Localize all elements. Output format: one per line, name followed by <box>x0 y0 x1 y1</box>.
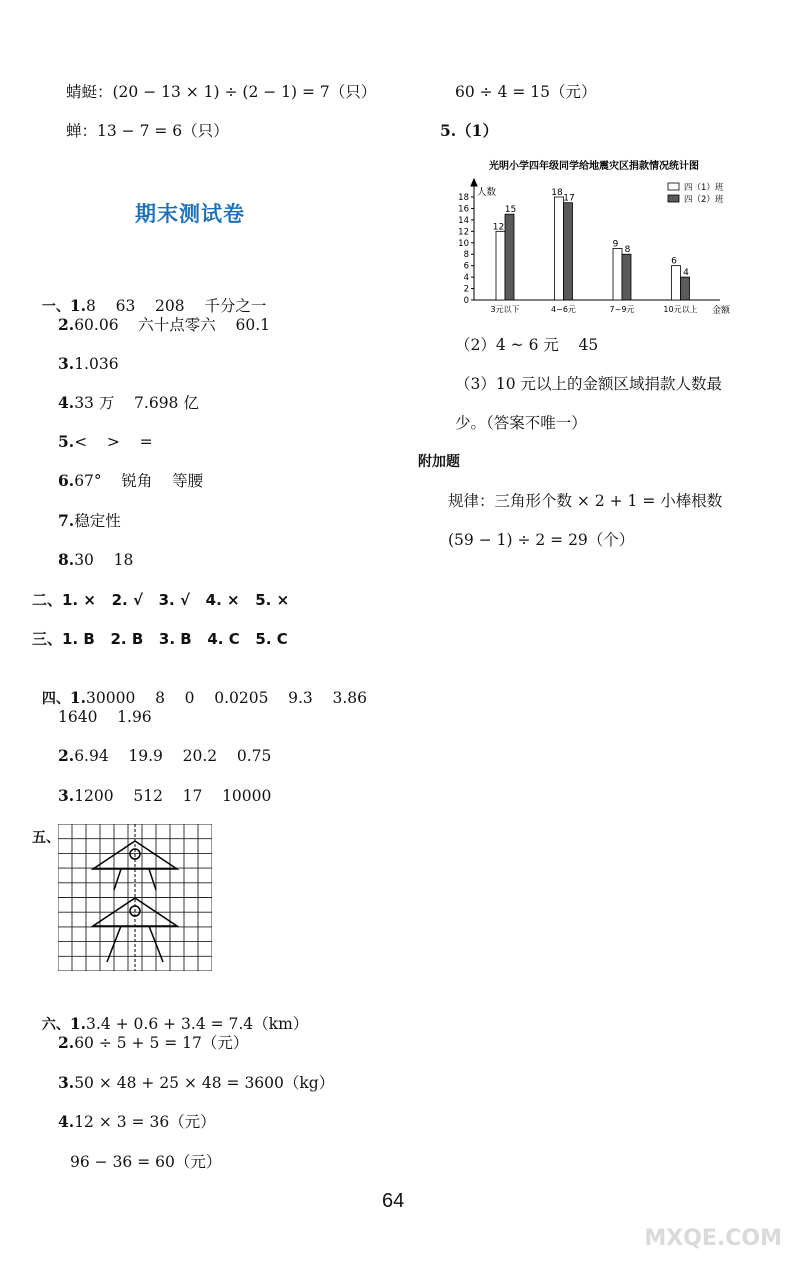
bar <box>613 249 622 301</box>
answer-text: 33 万 7.698 亿 <box>74 394 199 412</box>
answer-text: 60.06 六十点零六 60.1 <box>74 316 270 334</box>
bar <box>564 203 573 300</box>
bar-value-label: 9 <box>612 239 619 250</box>
q-number: 7. <box>58 511 75 530</box>
section-2-answers: 二、1. × 2. √ 3. √ 4. × 5. × <box>32 591 290 609</box>
bar <box>681 277 690 300</box>
y-tick-label: 10 <box>458 238 469 249</box>
bar-value-label: 6 <box>671 256 677 267</box>
y-tick-label: 8 <box>463 250 469 261</box>
y-tick-label: 2 <box>463 284 469 295</box>
x-category-label: 4~6元 <box>551 305 576 314</box>
section-6-q4 <box>58 1112 216 1132</box>
section-1-q8 <box>58 550 133 570</box>
page-number: 64 <box>382 1190 405 1212</box>
section-4-q1 <box>32 668 367 709</box>
y-tick-label: 14 <box>458 215 469 226</box>
section-1-q6 <box>58 471 203 491</box>
q-number: 6. <box>58 471 75 490</box>
q-number: 4. <box>58 393 75 412</box>
q-number: 2. <box>58 315 75 334</box>
chart-legend <box>668 182 724 205</box>
bar <box>622 254 631 300</box>
bar <box>555 197 564 300</box>
bar-value-label: 15 <box>504 205 517 216</box>
section-3-answers: 三、1. B 2. B 3. B 4. C 5. C <box>32 630 288 648</box>
q-number: 2. <box>58 746 75 765</box>
answer-text: 30 18 <box>74 551 134 569</box>
legend-label: 四（2）班 <box>684 195 724 205</box>
y-tick-label: 4 <box>463 273 469 284</box>
donation-bar-chart <box>446 152 746 324</box>
y-tick-label: 6 <box>463 261 469 272</box>
bar-value-label: 4 <box>683 268 689 279</box>
q5-part2: （2）4 ~ 6 元 45 <box>455 336 599 354</box>
answer-text: 12 × 3 = 36（元） <box>74 1113 216 1131</box>
section-6-q3 <box>58 1073 334 1093</box>
section-1-q2 <box>58 315 270 335</box>
answer-text: 50 × 48 + 25 × 48 = 3600（kg） <box>74 1074 335 1092</box>
q5-label: 5.（1） <box>440 121 498 140</box>
section-4-q3 <box>58 786 271 806</box>
section-1-q3 <box>58 354 119 374</box>
answer-text: 6.94 19.9 20.2 0.75 <box>74 747 272 765</box>
q-number: 3. <box>58 1073 75 1092</box>
bar-value-label: 12 <box>492 222 505 233</box>
q-number: 1. <box>69 296 87 315</box>
section-1-label: 一、 <box>41 299 70 315</box>
section-6-label: 六、 <box>41 1017 70 1033</box>
q-number: 3. <box>58 354 75 373</box>
bar-value-label: 17 <box>563 193 575 204</box>
q-number: 4. <box>58 1112 75 1131</box>
section-1-q7 <box>58 511 121 531</box>
bar-value-label: 18 <box>551 188 563 198</box>
answer-text: < > = <box>74 433 153 451</box>
answer-text: 60 ÷ 5 + 5 = 17（元） <box>74 1034 249 1052</box>
bar <box>496 231 505 300</box>
x-axis-label: 金额 <box>712 306 731 316</box>
extra-answer: (59 − 1) ÷ 2 = 29（个） <box>448 531 635 549</box>
symmetry-grid-figure <box>58 824 212 971</box>
legend-label: 四（1）班 <box>684 183 724 193</box>
bar-value-label: 8 <box>624 245 631 256</box>
y-tick-label: 18 <box>458 193 469 203</box>
q-number: 3. <box>58 786 75 805</box>
section-4-label: 四、 <box>41 691 70 707</box>
section-4-q2 <box>58 746 271 766</box>
y-axis-arrow <box>471 179 477 186</box>
answer-text: 30000 8 0 0.0205 9.3 3.86 <box>86 689 368 707</box>
section-1-q5 <box>58 432 153 452</box>
section-1-q1 <box>32 276 266 317</box>
page-title: 期末测试卷 <box>135 202 245 226</box>
extra-rule: 规律：三角形个数 × 2 + 1 = 小棒根数 <box>448 492 723 510</box>
right-equation: 60 ÷ 4 = 15（元） <box>455 83 597 101</box>
answer-text: 1.036 <box>74 355 119 373</box>
x-category-label: 7~9元 <box>609 305 635 314</box>
y-axis-label: 人数 <box>477 187 497 198</box>
q-number: 1. <box>69 688 87 707</box>
bar <box>672 266 681 300</box>
answer-text: 1200 512 17 10000 <box>74 787 272 805</box>
y-tick-label: 16 <box>458 204 469 215</box>
legend-swatch <box>668 195 679 202</box>
chart-title: 光明小学四年级同学给地震灾区捐款情况统计图 <box>489 161 699 172</box>
watermark-logo: MXQE.COM <box>644 1226 782 1251</box>
q-number: 5. <box>58 432 75 451</box>
section-6-q1 <box>32 994 308 1035</box>
section-6-q4-cont: 96 − 36 = 60（元） <box>70 1153 222 1171</box>
q-number: 1. <box>69 1014 87 1033</box>
cicada-equation: 蝉：13 − 7 = 6（只） <box>66 122 229 140</box>
y-tick-label: 12 <box>458 227 469 238</box>
x-category-label: 10元以上 <box>663 305 698 314</box>
x-category-label: 3元以下 <box>490 305 520 314</box>
answer-text: 3.4 + 0.6 + 3.4 = 7.4（km） <box>86 1015 309 1033</box>
section-5-label: 五、 <box>32 830 60 846</box>
section-1-q4 <box>58 393 199 413</box>
legend-swatch <box>668 183 679 190</box>
extra-question-label: 附加题 <box>418 454 460 470</box>
q5-part3-line1: （3）10 元以上的金额区域捐款人数最 <box>455 375 723 393</box>
q5-part3-line2: 少。（答案不唯一） <box>455 414 587 432</box>
answer-text: 67° 锐角 等腰 <box>74 472 204 490</box>
section-6-q2 <box>58 1033 248 1053</box>
y-tick-label: 0 <box>463 296 469 306</box>
q-number: 8. <box>58 550 75 569</box>
bar <box>505 214 514 300</box>
dragonfly-equation: 蜻蜓：(20 − 13 × 1) ÷ (2 − 1) = 7（只） <box>66 83 377 101</box>
q-number: 2. <box>58 1033 75 1052</box>
answer-text: 8 63 208 千分之一 <box>86 297 267 315</box>
section-4-q1-cont: 1640 1.96 <box>58 708 152 726</box>
answer-text: 稳定性 <box>74 512 121 530</box>
